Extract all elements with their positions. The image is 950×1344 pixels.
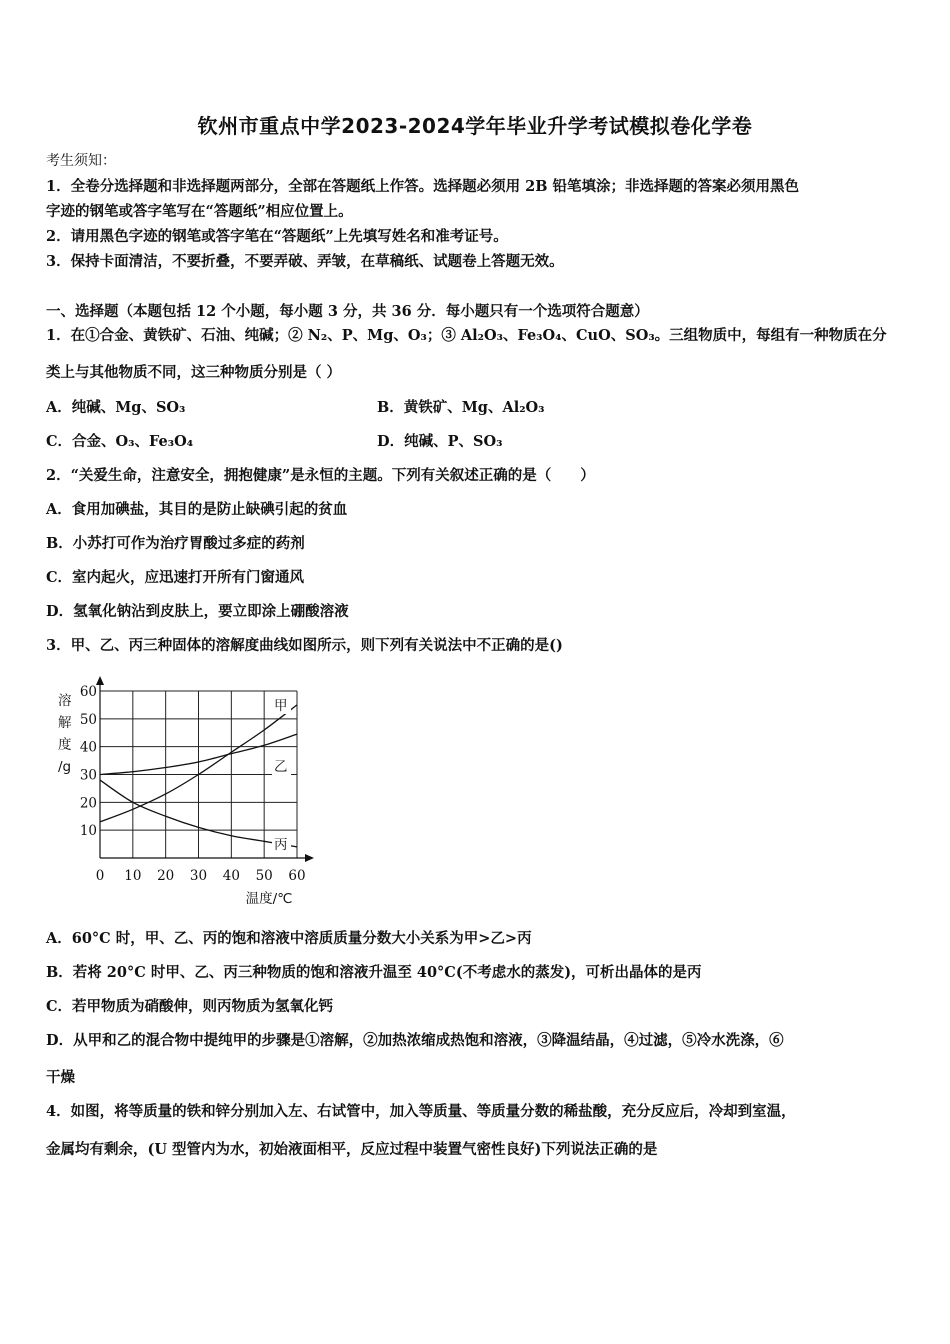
x-tick-label: 20	[157, 868, 175, 884]
y-axis-arrow	[96, 676, 104, 685]
q1-option-b: B．黄铁矿、Mg、Al₂O₃	[377, 399, 545, 416]
series-label-丙: 丙	[274, 837, 288, 853]
solubility-chart-svg	[52, 672, 322, 917]
q3-option-b: B．若将 20°C 时甲、乙、丙三种物质的饱和溶液升温至 40°C(不考虑水的蒸发)，可析出晶体的是丙	[46, 964, 702, 981]
x-tick-label: 50	[255, 868, 273, 884]
q2-option-b: B．小苏打可作为治疗胃酸过多症的药剂	[46, 535, 305, 552]
q3-stem: 3．甲、乙、丙三种固体的溶解度曲线如图所示，则下列有关说法中不正确的是()	[46, 637, 563, 654]
notice-item: 1．全卷分选择题和非选择题两部分，全部在答题纸上作答。选择题必须用 2B 铅笔填涂；非选择题的答案必须用黑色	[46, 178, 800, 195]
y-tick-label: 30	[79, 767, 97, 784]
x-axis-arrow	[305, 854, 314, 862]
y-axis-label-char: 度	[58, 737, 72, 753]
q3-option-d: D．从甲和乙的混合物中提纯甲的步骤是①溶解，②加热浓缩成热饱和溶液，③降温结晶，④过滤，⑤冷水洗涤，⑥	[46, 1032, 784, 1049]
notice-heading: 考生须知：	[46, 153, 116, 169]
y-tick-label: 60	[79, 684, 97, 700]
q2-stem: 2．“关爱生命，注意安全，拥抱健康”是永恒的主题。下列有关叙述正确的是（ ）	[46, 467, 595, 484]
x-tick-label: 60	[288, 868, 306, 884]
notice-item: 2．请用黑色字迹的钢笔或答字笔在“答题纸”上先填写姓名和准考证号。	[46, 228, 508, 245]
q1-option-a: A．纯碱、Mg、SO₃	[46, 399, 186, 416]
page-title: 钦州市重点中学2023-2024学年毕业升学考试模拟卷化学卷	[197, 114, 753, 138]
q4-stem-cont: 金属均有剩余，(U 型管内为水，初始液面相平，反应过程中装置气密性良好)下列说法正确的是	[46, 1141, 658, 1158]
q2-option-c: C．室内起火，应迅速打开所有门窗通风	[46, 569, 305, 586]
y-axis-label-char: 溶	[58, 693, 72, 709]
solubility-chart	[52, 672, 322, 917]
q1-option-d: D．纯碱、P、SO₃	[377, 433, 503, 450]
series-label-乙: 乙	[274, 759, 288, 775]
q3-option-d-cont: 干燥	[46, 1069, 75, 1086]
y-tick-label: 50	[79, 711, 97, 728]
section-heading: 一、选择题（本题包括 12 个小题，每小题 3 分，共 36 分．每小题只有一个选项符合题意）	[46, 303, 649, 320]
y-axis-label-char: /g	[58, 759, 72, 775]
x-tick-label: 0	[95, 868, 105, 884]
x-tick-label: 40	[222, 868, 240, 884]
y-axis-label-char: 解	[58, 715, 72, 731]
q3-option-c: C．若甲物质为硝酸伸，则丙物质为氢氧化钙	[46, 998, 334, 1015]
q1-stem: 1．在①合金、黄铁矿、石油、纯碱；② N₂、P、Mg、O₃；③ Al₂O₃、Fe₃O₄、CuO、SO₃。三组物质中，每组有一种物质在分	[46, 327, 887, 344]
q1-option-c: C．合金、O₃、Fe₃O₄	[46, 433, 194, 450]
x-axis-label: 温度/℃	[245, 891, 293, 907]
x-tick-label: 10	[124, 868, 142, 884]
notice-item: 3．保持卡面清洁，不要折叠，不要弄破、弄皱，在草稿纸、试题卷上答题无效。	[46, 253, 564, 270]
q1-stem-cont: 类上与其他物质不同，这三种物质分别是（ ）	[46, 364, 342, 381]
q3-option-a: A．60°C 时，甲、乙、丙的饱和溶液中溶质质量分数大小关系为甲>乙>丙	[46, 930, 532, 947]
q2-option-d: D．氢氧化钠沾到皮肤上，要立即涂上硼酸溶液	[46, 603, 349, 620]
y-tick-label: 20	[79, 795, 97, 812]
series-label-甲: 甲	[274, 698, 288, 714]
q2-option-a: A．食用加碘盐，其目的是防止缺碘引起的贫血	[46, 501, 348, 518]
q4-stem: 4．如图，将等质量的铁和锌分别加入左、右试管中，加入等质量、等质量分数的稀盐酸，充分反应后，冷却到室温，	[46, 1103, 796, 1120]
y-tick-label: 10	[79, 823, 97, 840]
notice-item: 字迹的钢笔或答字笔写在“答题纸”相应位置上。	[46, 203, 353, 220]
x-tick-label: 30	[189, 868, 208, 884]
y-tick-label: 40	[79, 739, 97, 756]
